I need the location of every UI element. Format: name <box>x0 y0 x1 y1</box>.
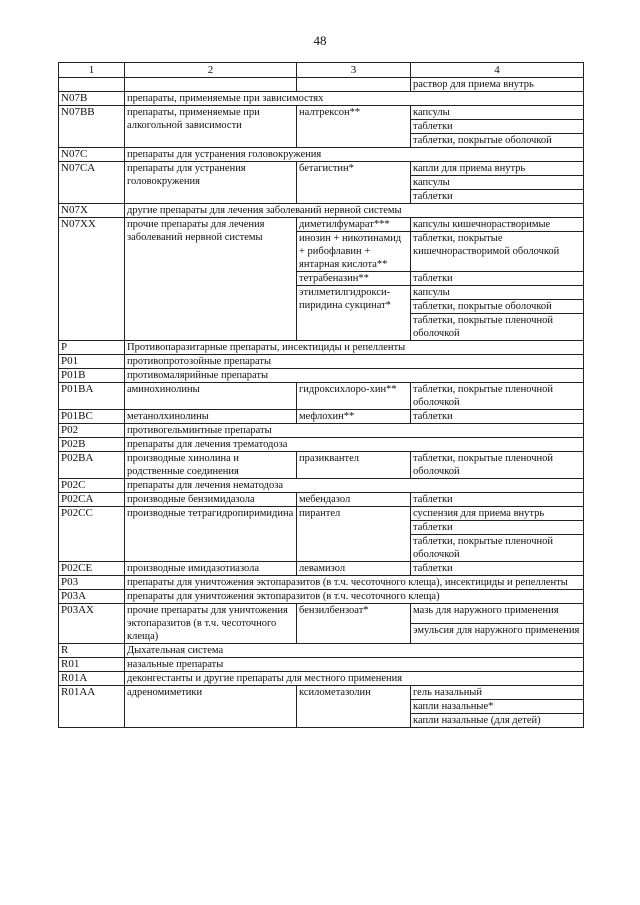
group-name-cell: препараты для устранения головокружения <box>125 162 297 204</box>
drug-name-cell: инозин + никотинамид + рибофлавин + янтарная кислота** <box>297 232 411 272</box>
atc-code-cell: N07X <box>59 204 125 218</box>
dosage-form-cell: капсулы кишечнорастворимые <box>411 218 584 232</box>
atc-code-cell: P02CA <box>59 493 125 507</box>
table-row <box>59 493 584 507</box>
group-name-cell: производные тетрагидропиримидина <box>125 507 297 562</box>
table-row <box>59 218 584 232</box>
dosage-form-cell: капсулы <box>411 286 584 300</box>
dosage-form-cell: таблетки, покрытые пленочной оболочкой <box>411 314 584 341</box>
table-row <box>59 369 584 383</box>
group-heading-cell: другие препараты для лечения заболеваний нервной системы <box>125 204 584 218</box>
table-row <box>59 658 584 672</box>
dosage-form-cell: капли для приема внутрь <box>411 162 584 176</box>
table-row <box>59 410 584 424</box>
table-row <box>59 452 584 479</box>
column-header: 2 <box>125 63 297 78</box>
table-row <box>59 590 584 604</box>
atc-code-cell: P02CE <box>59 562 125 576</box>
group-heading-cell: Дыхательная система <box>125 644 584 658</box>
table-row <box>59 479 584 493</box>
drug-name-cell: гидроксихлоро-хин** <box>297 383 411 410</box>
table-row <box>59 355 584 369</box>
dosage-form-cell: капсулы <box>411 106 584 120</box>
column-header: 1 <box>59 63 125 78</box>
dosage-form-cell: таблетки <box>411 493 584 507</box>
group-heading-cell: деконгестанты и другие препараты для местного применения <box>125 672 584 686</box>
atc-code-cell: P02C <box>59 479 125 493</box>
dosage-form-cell: таблетки, покрытые пленочной оболочкой <box>411 535 584 562</box>
atc-code-cell: N07BB <box>59 106 125 148</box>
atc-code-cell: R01AA <box>59 686 125 728</box>
group-heading-cell: препараты для уничтожения эктопаразитов (в т.ч. чесоточного клеща), инсектициды и репелленты <box>125 576 584 590</box>
atc-code-cell: P03A <box>59 590 125 604</box>
atc-code-cell <box>59 78 125 92</box>
atc-code-cell: P01BC <box>59 410 125 424</box>
atc-code-cell: P <box>59 341 125 355</box>
atc-code-cell: P02BA <box>59 452 125 479</box>
table-row <box>59 204 584 218</box>
dosage-form-cell: мазь для наружного применения <box>411 604 584 624</box>
atc-code-cell: P03AX <box>59 604 125 644</box>
drug-name-cell: пирантел <box>297 507 411 562</box>
atc-code-cell: R01 <box>59 658 125 672</box>
drug-name-cell: диметилфумарат*** <box>297 218 411 232</box>
table-row <box>59 341 584 355</box>
group-name-cell: прочие препараты для уничтожения эктопаразитов (в т.ч. чесоточного клеща) <box>125 604 297 644</box>
drug-table <box>58 62 584 728</box>
group-name-cell: препараты, применяемые при алкогольной зависимости <box>125 106 297 148</box>
group-heading-cell: препараты для уничтожения эктопаразитов (в т.ч. чесоточного клеща) <box>125 590 584 604</box>
atc-code-cell: P01BA <box>59 383 125 410</box>
group-name-cell: метанолхинолины <box>125 410 297 424</box>
dosage-form-cell: эмульсия для наружного применения <box>411 624 584 644</box>
group-name-cell: производные бензимидазола <box>125 493 297 507</box>
group-heading-cell: назальные препараты <box>125 658 584 672</box>
group-heading-cell: противогельминтные препараты <box>125 424 584 438</box>
drug-name-cell: левамизол <box>297 562 411 576</box>
group-heading-cell: препараты, применяемые при зависимостях <box>125 92 584 106</box>
table-row <box>59 604 584 624</box>
column-header: 4 <box>411 63 584 78</box>
table-row <box>59 92 584 106</box>
table-row <box>59 424 584 438</box>
drug-name-cell <box>297 78 411 92</box>
drug-name-cell: этилметилгидрокси-пиридина сукцинат* <box>297 286 411 341</box>
table-row <box>59 78 584 92</box>
drug-name-cell: бетагистин* <box>297 162 411 204</box>
dosage-form-cell: капли назальные* <box>411 700 584 714</box>
atc-code-cell: N07C <box>59 148 125 162</box>
dosage-form-cell: таблетки <box>411 521 584 535</box>
atc-code-cell: P03 <box>59 576 125 590</box>
table-row <box>59 162 584 176</box>
table-row <box>59 148 584 162</box>
dosage-form-cell: капсулы <box>411 176 584 190</box>
group-name-cell: аминохинолины <box>125 383 297 410</box>
dosage-form-cell: таблетки, покрытые оболочкой <box>411 134 584 148</box>
table-row <box>59 562 584 576</box>
group-name-cell <box>125 78 297 92</box>
drug-name-cell: бензилбензоат* <box>297 604 411 644</box>
atc-code-cell: R01A <box>59 672 125 686</box>
dosage-form-cell: таблетки <box>411 190 584 204</box>
dosage-form-cell: таблетки, покрытые кишечнорастворимой оболочкой <box>411 232 584 272</box>
group-heading-cell: препараты для лечения трематодоза <box>125 438 584 452</box>
group-heading-cell: препараты для устранения головокружения <box>125 148 584 162</box>
atc-code-cell: P02B <box>59 438 125 452</box>
atc-code-cell: N07CA <box>59 162 125 204</box>
dosage-form-cell: гель назальный <box>411 686 584 700</box>
page-number: 48 <box>313 33 327 48</box>
dosage-form-cell: таблетки <box>411 272 584 286</box>
table-row <box>59 686 584 700</box>
group-heading-cell: препараты для лечения нематодоза <box>125 479 584 493</box>
group-name-cell: адреномиметики <box>125 686 297 728</box>
drug-name-cell: тетрабеназин** <box>297 272 411 286</box>
atc-code-cell: R <box>59 644 125 658</box>
dosage-form-cell: таблетки, покрытые оболочкой <box>411 300 584 314</box>
atc-code-cell: N07XX <box>59 218 125 341</box>
drug-name-cell: налтрексон** <box>297 106 411 148</box>
atc-code-cell: P01 <box>59 355 125 369</box>
drug-name-cell: ксилометазолин <box>297 686 411 728</box>
table-header-row <box>59 63 584 78</box>
table-row <box>59 576 584 590</box>
dosage-form-cell: таблетки <box>411 562 584 576</box>
dosage-form-cell: таблетки <box>411 410 584 424</box>
table-row <box>59 644 584 658</box>
dosage-form-cell: раствор для приема внутрь <box>411 78 584 92</box>
group-heading-cell: противомалярийные препараты <box>125 369 584 383</box>
table-row <box>59 383 584 410</box>
drug-name-cell: мефлохин** <box>297 410 411 424</box>
dosage-form-cell: таблетки <box>411 120 584 134</box>
atc-code-cell: P02 <box>59 424 125 438</box>
group-heading-cell: Противопаразитарные препараты, инсектициды и репелленты <box>125 341 584 355</box>
column-header: 3 <box>297 63 411 78</box>
group-name-cell: производные хинолина и родственные соединения <box>125 452 297 479</box>
atc-code-cell: P02CC <box>59 507 125 562</box>
group-name-cell: прочие препараты для лечения заболеваний нервной системы <box>125 218 297 341</box>
group-name-cell: производные имидазотиазола <box>125 562 297 576</box>
dosage-form-cell: таблетки, покрытые пленочной оболочкой <box>411 452 584 479</box>
table-row <box>59 507 584 521</box>
atc-code-cell: P01B <box>59 369 125 383</box>
dosage-form-cell: капли назальные (для детей) <box>411 714 584 728</box>
table-row <box>59 438 584 452</box>
dosage-form-cell: суспензия для приема внутрь <box>411 507 584 521</box>
group-heading-cell: противопротозойные препараты <box>125 355 584 369</box>
drug-name-cell: празиквантел <box>297 452 411 479</box>
atc-code-cell: N07B <box>59 92 125 106</box>
drug-name-cell: мебендазол <box>297 493 411 507</box>
dosage-form-cell: таблетки, покрытые пленочной оболочкой <box>411 383 584 410</box>
table-row <box>59 672 584 686</box>
table-row <box>59 106 584 120</box>
